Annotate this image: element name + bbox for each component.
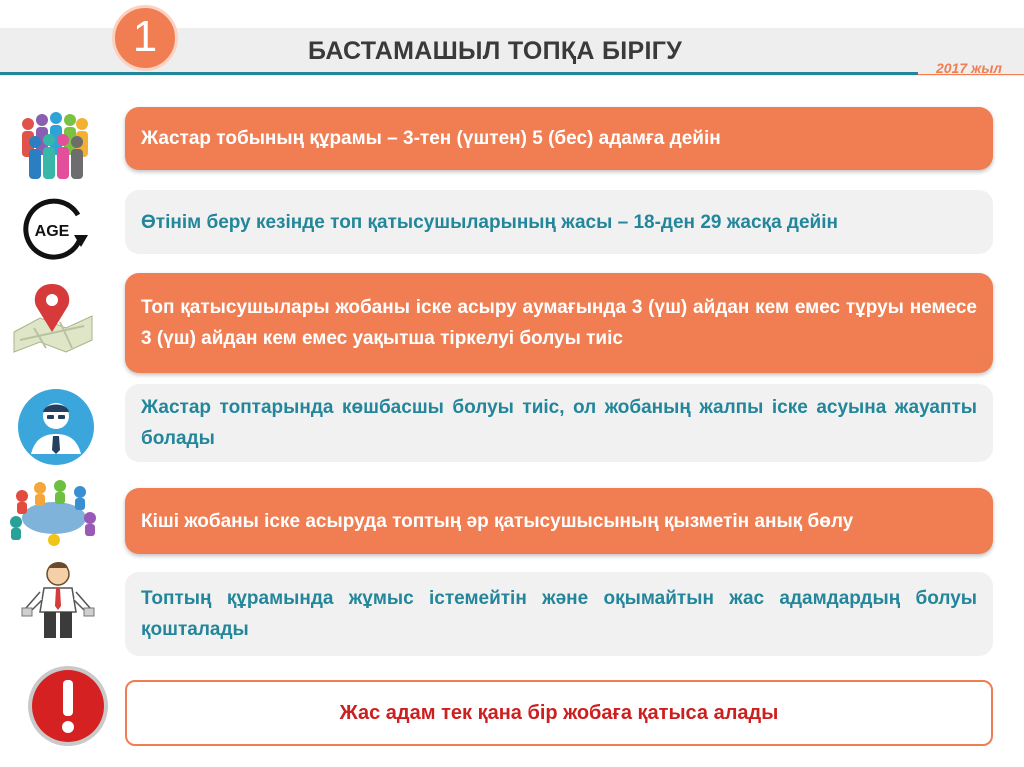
unemployed-person-icon — [20, 560, 96, 642]
rule-card-age — [125, 190, 993, 254]
rule-text: Жастар топтарында көшбасшы болуы тиіс, ол жобаның жалпы іске асуына жауапты болады — [141, 397, 977, 449]
rule-text: Жастар тобының құрамы – 3-тен (үштен) 5 (бес) адамға дейін — [141, 128, 721, 149]
rule-text: Кіші жобаны іске асыруда топтың әр қатысушысының қызметін анық бөлу — [141, 510, 854, 532]
rule-text: Топ қатысушылары жобаны іске асыру аумағында 3 (үш) айдан кем емес тұруы немесе 3 (үш) айдан кем емес уақытша тіркелуі болуы тиіс — [141, 297, 977, 349]
leader-icon — [17, 388, 95, 466]
year-label: 2017 жыл — [935, 60, 1002, 76]
rule-text: Өтінім беру кезінде топ қатысушыларының жасы – 18-ден 29 жасқа дейін — [141, 211, 838, 233]
people-group-icon — [18, 112, 92, 184]
rule-card-residence — [125, 273, 993, 373]
rule-text: Топтың құрамында жұмыс істемейтін және оқымайтын жас адамдардың болуы қошталады — [141, 588, 977, 640]
rule-card-leader — [125, 384, 993, 462]
section-number-badge: 1 — [112, 5, 178, 71]
rule-card-neet — [125, 572, 993, 656]
header-divider — [0, 72, 918, 75]
map-pin-icon — [10, 282, 96, 354]
page-title: БАСТАМАШЫЛ ТОПҚА БІРІГУ — [308, 37, 683, 65]
age-icon-label: AGE — [34, 223, 70, 240]
rule-card-group-size — [125, 107, 993, 170]
team-table-icon — [8, 478, 100, 548]
rule-card-roles — [125, 488, 993, 554]
rule-text: Жас адам тек қана бір жобаға қатыса алады — [339, 701, 779, 724]
age-icon — [18, 195, 94, 263]
rule-card-single-project — [125, 680, 993, 746]
exclamation-icon — [26, 664, 110, 748]
